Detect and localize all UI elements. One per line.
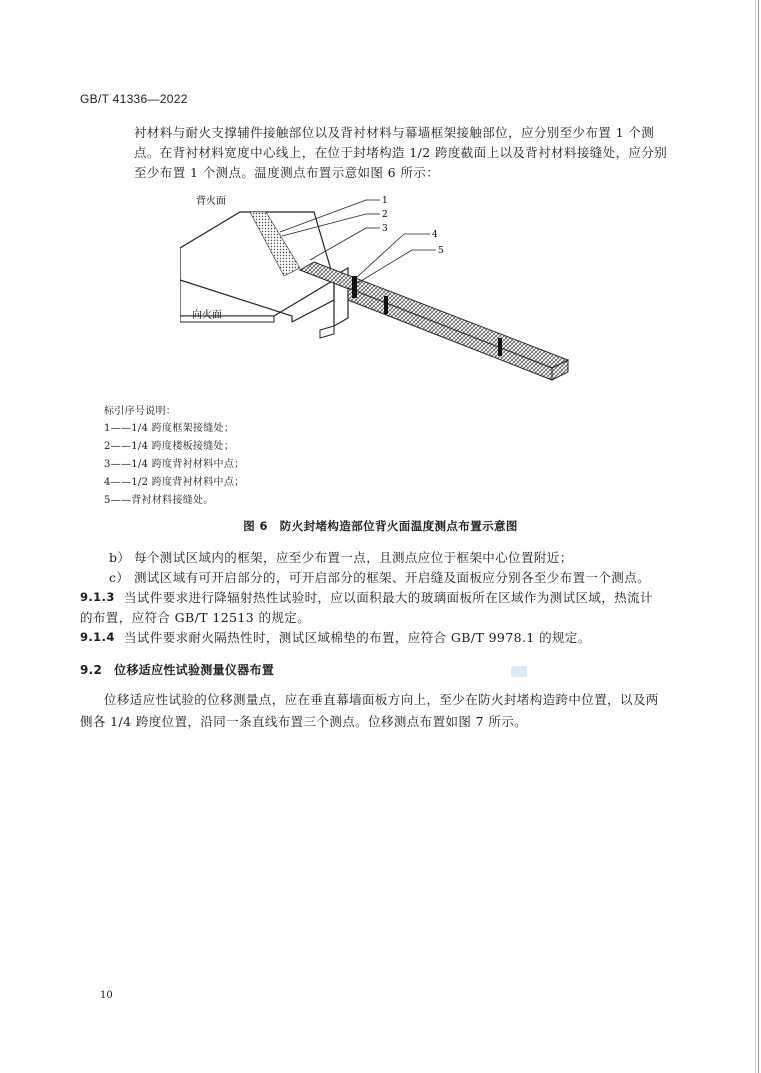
clause-9-1-3-line-1: 当试件要求进行降辐射热性试验时，应以面积最大的玻璃面板所在区域作为测试区域，热流计 — [124, 590, 653, 605]
legend-item-3: 3——1/4 跨度背衬材料中点； — [104, 459, 245, 470]
clause-9-1-3-line-2: 的布置，应符合 GB/T 12513 的规定。 — [80, 610, 311, 625]
callout-5: 5 — [438, 246, 444, 256]
intro-line-3: 至少布置 1 个测点。温度测点布置示意如图 6 所示： — [134, 165, 440, 180]
callout-3: 3 — [382, 224, 388, 234]
legend-title: 标引序号说明： — [104, 406, 177, 417]
callout-1: 1 — [382, 196, 388, 206]
joint-marker-a — [384, 296, 388, 314]
callout-4: 4 — [432, 230, 438, 240]
label-exposed-side: 向火面 — [192, 310, 222, 321]
page-edge — [758, 0, 759, 1073]
figure-6-caption: 图 6 防火封堵构造部位背火面温度测点布置示意图 — [243, 519, 518, 533]
label-unexposed-side: 背火面 — [196, 196, 226, 207]
section-body-line-1: 位移适应性试验的位移测量点，应在垂直幕墙面板方向上，至少在防火封堵构造跨中位置，以及两 — [104, 692, 659, 707]
callout-2: 2 — [382, 210, 388, 220]
joint-marker-b — [498, 338, 502, 356]
section-title: 位移适应性试验测量仪器布置 — [114, 663, 275, 677]
section-9-2-heading — [80, 661, 274, 678]
mullion-joint-marker — [352, 276, 357, 298]
figure-6-diagram — [180, 188, 580, 388]
legend-item-1: 1——1/4 跨度框架接缝处； — [104, 423, 235, 434]
leader-4 — [356, 234, 404, 278]
intro-line-1: 衬材料与耐火支撑辅件接触部位以及背衬材料与幕墙框架接触部位，应分别至少布置 1 个测 — [134, 125, 655, 140]
clause-9-1-4-line-1: 当试件要求耐火隔热性时，测试区域棉垫的布置，应符合 GB/T 9978.1 的规定。 — [124, 630, 591, 645]
intro-line-2: 点。在背衬材料宽度中心线上，在位于封堵构造 1/2 跨度截面上以及背衬材料接缝处，应分别 — [134, 145, 668, 160]
watermark-logo — [511, 666, 527, 677]
legend-item-2: 2——1/4 跨度楼板接缝处； — [104, 441, 235, 452]
section-body-line-2: 侧各 1/4 跨度位置，沿同一条直线布置三个测点。位移测点布置如图 7 所示。 — [80, 714, 528, 729]
mullion-foot — [320, 326, 334, 338]
leader-5 — [356, 250, 412, 284]
list-marker-c: c） — [109, 570, 130, 585]
page-edge-shadow — [755, 0, 756, 1073]
backing-material-side — [348, 288, 552, 380]
list-text-c: 测试区域有可开启部分的，可开启部分的框架、开启缝及面板应分别各至少布置一个测点。 — [134, 570, 651, 585]
list-text-b: 每个测试区域内的框架，应至少布置一点，且测点应位于框架中心位置附近； — [134, 550, 573, 565]
clause-9-1-3-number: 9.1.3 — [80, 590, 115, 604]
section-number: 9.2 — [80, 663, 103, 677]
page-number: 10 — [100, 990, 113, 1001]
list-marker-b: b） — [109, 550, 131, 565]
legend-item-5: 5——背衬材料接缝处。 — [104, 495, 214, 506]
standard-header: GB/T 41336—2022 — [80, 92, 188, 106]
clause-9-1-4-number: 9.1.4 — [80, 630, 115, 644]
figure-6-svg — [180, 188, 580, 388]
legend-item-4: 4——1/2 跨度背衬材料中点； — [104, 477, 245, 488]
